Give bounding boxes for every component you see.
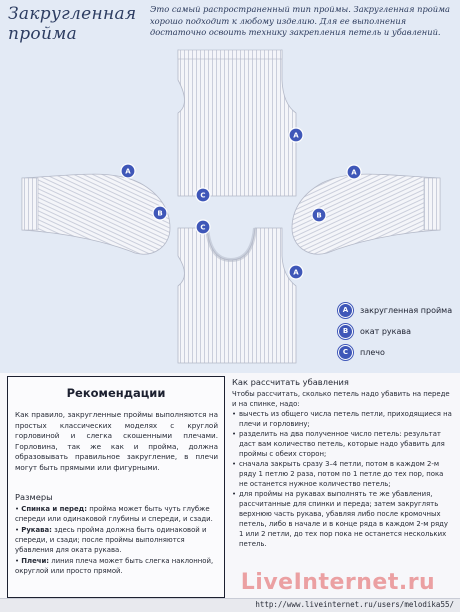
calculation-step: • для проймы на рукавах выполнять те же убавления, рассчитанные для спинки и переда; затем закруглять верхнюю часть рукава, убавляя либо после кромочных петель, либо в начале и в конце ряда в каждом 2-м ряду 1 или 2 петли, до тех пор пока не останется нескольких петель. [232, 489, 452, 549]
calculation-step: • разделить на два полученное число петель: результат даст вам количество петель, которые надо убавить для проймы с обеих сторон; [232, 429, 452, 459]
right-cuff [424, 178, 440, 230]
sizes-list [15, 504, 220, 577]
badge-b-left-sleeve [153, 206, 167, 220]
front-piece [178, 228, 296, 363]
calculation-step: • сначала закрыть сразу 3–4 петли, потом в каждом 2-м ряду 1 петлю 2 раза, потом по 1 петле до тех пор, пока не останется нужное количество петель; [232, 459, 452, 489]
legend-label: закругленная пройма [360, 305, 453, 315]
recommendations-box [7, 376, 225, 598]
intro-text: Это самый распространенный тип проймы. Закругленная пройма хорошо подходит к любому изделию. Для ее выполнения достаточно освоить технику закрепления петель и убавлений. [150, 4, 450, 37]
legend-item-b [338, 321, 458, 341]
svg-text:C: C [200, 191, 206, 200]
size-item: • Рукава: здесь пройма должна быть одинаковой и спереди, и сзади; после проймы выполняются убавления для оката рукава. [15, 526, 207, 554]
badge-a-right-sleeve [347, 165, 361, 179]
svg-text:A: A [351, 168, 357, 177]
size-item: • Спинка и перед: пройма может быть чуть глубже спереди или одинаковой глубины и спереди, и сзади. [15, 505, 213, 523]
left-cuff [22, 178, 38, 230]
svg-text:A: A [125, 167, 131, 176]
badge-a-left-sleeve [121, 164, 135, 178]
legend [338, 300, 458, 363]
badge-c-front [196, 220, 210, 234]
back-ribbing [178, 50, 282, 59]
legend-item-a [338, 300, 458, 320]
footer-url[interactable]: http://www.liveinternet.ru/users/melodika55/ [255, 600, 454, 609]
badge-c-icon: C [338, 345, 353, 360]
badge-c-back [196, 188, 210, 202]
badge-b-icon: B [338, 324, 353, 339]
legend-label: плечо [360, 347, 385, 357]
calculation-step: • вычесть из общего числа петель петли, приходящиеся на плечи и горловину; [232, 409, 452, 429]
legend-label: окат рукава [360, 326, 411, 336]
watermark: LiveInternet.ru [240, 569, 436, 595]
left-sleeve [22, 174, 170, 254]
page-title: Закругленная пройма [8, 4, 137, 44]
footer [0, 598, 460, 612]
badge-a-back [289, 128, 303, 142]
svg-text:A: A [293, 131, 299, 140]
badge-b-right-sleeve [312, 208, 326, 222]
recommendations-title: Рекомендации [66, 386, 166, 400]
sizes-heading: Размеры [15, 492, 53, 502]
badge-a-icon: A [338, 303, 353, 318]
calculation-intro: Чтобы рассчитать, сколько петель надо убавить на переде и на спинке, надо: [232, 390, 450, 408]
size-item: • Плечи: линия плеча может быть слегка наклонной, округлой или просто прямой. [15, 557, 214, 575]
calculation-section [232, 377, 452, 549]
back-piece [178, 50, 296, 196]
badge-a-front [289, 265, 303, 279]
recommendations-text: Как правило, закругленные проймы выполняются на простых классических моделях с круглой горловиной и слегка скошенными плечами. Горловина, так же как и пройма, должна образовывать правильное закругление, в плечи могут быть прямыми или фигурными. [15, 410, 218, 472]
svg-text:C: C [200, 223, 206, 232]
svg-text:B: B [316, 211, 322, 220]
svg-text:A: A [293, 268, 299, 277]
svg-text:B: B [157, 209, 163, 218]
calculation-heading: Как рассчитать убавления [232, 377, 349, 387]
legend-item-c [338, 342, 458, 362]
